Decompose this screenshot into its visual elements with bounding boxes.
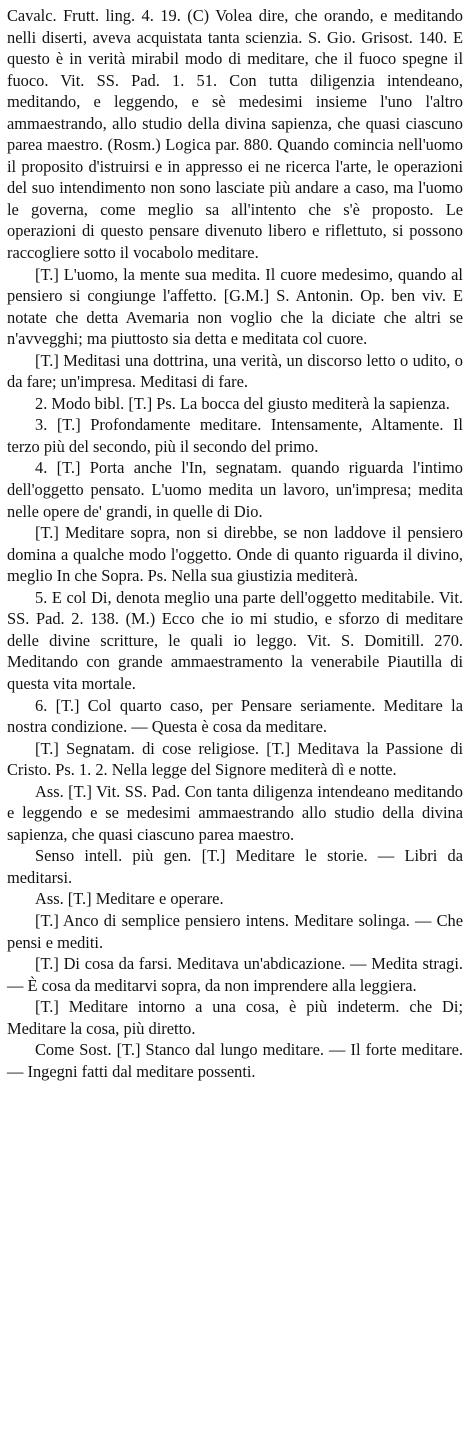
sense-2-paragraph: 2. Modo bibl. [T.] Ps. La bocca del giusto mediterà la sapienza. [35,393,450,413]
entry-paragraph-1: Cavalc. Frutt. ling. 4. 19. (C) Volea dire, che orando, e meditando nelli diserti, aveva acquistata tanta scienzia. S. Gio. Grisost. 140. E questo è in verità mirabil modo di meditare, che il fuoco spegne il fuoco. Vit. SS. Pad. 1. 51. Con tutta diligenzia intendeano, meditando, e leggendo, e sè medesimi insieme l'uno l'altro ammaestrando, allo studio della divina sapienza, che quasi ciascuno parea maestro. (Rosm.) Logica par. 880. Quando comincia nell'uomo il proposito d'istruirsi e in appresso ei ne ricerca l'arte, le operazioni del suo intendimento non sono lasciate più andare a caso, ma l'uomo le governa, come meglio sa all'intento che s'è proposto. Le operazioni di questo pensare divenuto libero e riflettuto, si possono raccogliere sotto il vocabolo meditare. [7,6,463,263]
absolute-use-paragraph: Ass. [T.] Meditare e operare. [35,889,224,909]
sense-4-paragraph: 4. [T.] Porta anche l'In, segnatam. quando riguarda l'intimo dell'oggetto pensato. L'uomo medita un lavoro, un'impresa; medita nelle opere de' grandi, in quelle di Dio. [7,458,463,521]
sense-4-subparagraph: [T.] Meditare sopra, non si direbbe, se non laddove il pensiero domina a qualche modo l'oggetto. Onde di quanto riguarda il divino, meglio In che Sopra. Ps. Nella sua giustizia mediterà. [7,523,463,586]
sense-3-paragraph: 3. [T.] Profondamente meditare. Intensamente, Altamente. Il terzo più del secondo, più il secondo del primo. [7,415,463,456]
meditare-intorno-paragraph: [T.] Meditare intorno a una cosa, è più indeterm. che Di; Meditare la cosa, più diretto. [7,997,463,1038]
entry-paragraph-3: [T.] Meditasi una dottrina, una verità, un discorso letto o udito, o da fare; un'impresa. Meditasi di fare. [7,350,463,392]
sense-5-paragraph: 5. E col Di, denota meglio una parte dell'oggetto meditabile. Vit. SS. Pad. 2. 138. (M.) Ecco che io mi studio, e sforzo di meditare delle divine scritture, le quali io leggo. Vit. S. Domitill. 270. Meditando con grande ammaestramento la venerabile Piautilla di questa vita mortale. [7,587,463,693]
sense-6-religious-paragraph: [T.] Segnatam. di cose religiose. [T.] Meditava la Passione di Cristo. Ps. 1. 2. Nella legge del Signore mediterà dì e notte. [7,738,463,780]
sense-6-absolute-paragraph: Ass. [T.] Vit. SS. Pad. Con tanta diligenza intendeano meditando e leggendo e se medesimi ammaestrando allo studio della divina sapienza, che quasi ciascuno parea maestro. [7,781,463,844]
sense-intellectual-paragraph: Senso intell. più gen. [T.] Meditare le storie. — Libri da meditarsi. [7,846,463,887]
things-to-do-paragraph: [T.] Di cosa da farsi. Meditava un'abdicazione. — Medita stragi. — È cosa da meditarvi sopra, da non imprendere alla leggiera. [7,954,463,995]
noun-use-paragraph: Come Sost. [T.] Stanco dal lungo meditare. — Il forte meditare. — Ingegni fatti dal meditare possenti. [7,1040,463,1081]
intense-thought-paragraph: [T.] Anco di semplice pensiero intens. Meditare solinga. — Che pensi e mediti. [7,910,463,952]
entry-paragraph-2: [T.] L'uomo, la mente sua medita. Il cuore medesimo, quando al pensiero si congiunge l'affetto. [G.M.] S. Antonin. Op. ben viv. E notate che detta Avemaria non voglio che la diciate che altri se n'avvegghi; ma piuttosto sia detta e meditata col cuore. [7,264,463,349]
sense-6-paragraph: 6. [T.] Col quarto caso, per Pensare seriamente. Meditare la nostra condizione. — Questa è cosa da meditare. [7,695,463,737]
